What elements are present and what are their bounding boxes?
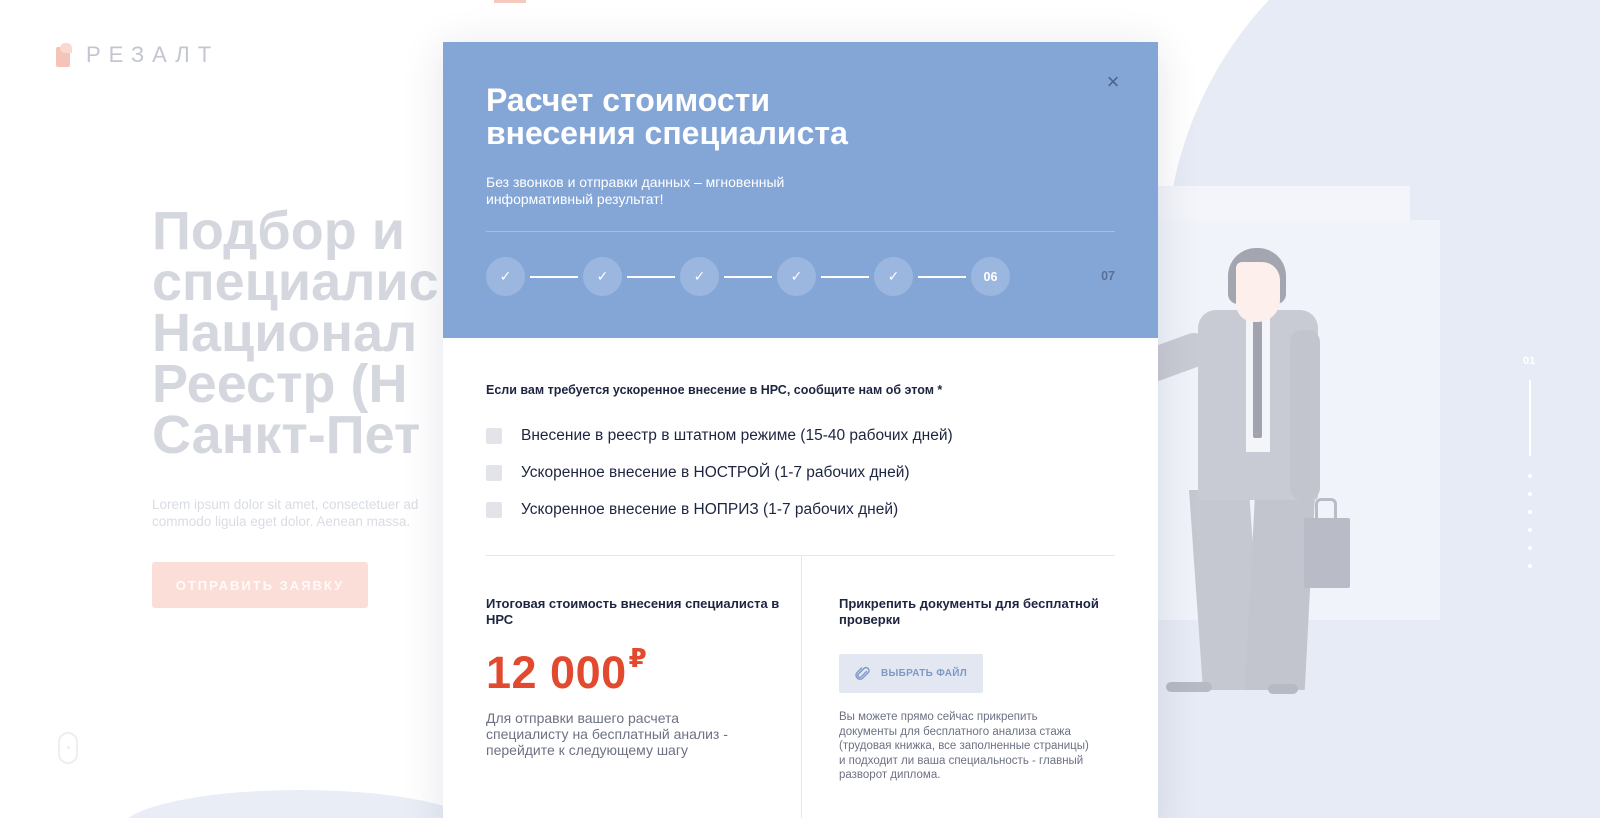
urgency-question: Если вам требуется ускоренное внесение в НРС, сообщите нам об этом * [486, 383, 943, 397]
step-2-done[interactable]: ✓ [583, 257, 622, 296]
hero-subtitle: Lorem ipsum dolor sit amet, consectetuer ad commodo ligula eget dolor. Aenean massa. [152, 497, 419, 529]
option-label: Ускоренное внесение в НОПРИЗ (1-7 рабочих дней) [521, 500, 899, 518]
checkbox[interactable] [486, 428, 502, 444]
modal-title: Расчет стоимости внесения специалиста [486, 82, 848, 151]
attach-documents-panel [801, 556, 1101, 783]
step-connector [918, 276, 966, 278]
step-4-done[interactable]: ✓ [777, 257, 816, 296]
hero-line: Реестр (Н [152, 354, 408, 414]
checkbox[interactable] [486, 465, 502, 481]
scroll-mouse-icon [58, 732, 78, 764]
businessman-illustration [1140, 240, 1400, 720]
choose-file-button[interactable] [839, 654, 983, 693]
hero-line: Национал [152, 303, 418, 363]
logo[interactable] [56, 42, 219, 68]
slide-dot[interactable] [1528, 564, 1532, 568]
hero-line: Подбор и [152, 201, 405, 261]
modal-subtitle: Без звонков и отправки данных – мгновенный информативный результат! [486, 174, 785, 207]
paperclip-icon [855, 666, 871, 682]
checkbox[interactable] [486, 502, 502, 518]
option-nostroy[interactable] [486, 454, 1115, 491]
option-standard[interactable] [486, 417, 1115, 454]
step-connector [821, 276, 869, 278]
modal-header [443, 42, 1158, 338]
choose-file-label: ВЫБРАТЬ ФАЙЛ [881, 668, 968, 679]
step-6-current[interactable]: 06 [971, 257, 1010, 296]
background-chip [494, 0, 526, 3]
step-3-done[interactable]: ✓ [680, 257, 719, 296]
phone-number[interactable]: 8 (800) 505-89-52 [1426, 48, 1544, 64]
hero-title [152, 201, 439, 465]
logo-icon [56, 43, 76, 67]
currency-symbol: ₽ [628, 643, 647, 673]
price [486, 643, 801, 698]
step-connector [724, 276, 772, 278]
step-progress [486, 257, 1010, 296]
close-icon[interactable]: × [1106, 69, 1120, 94]
cost-calculator-modal [443, 42, 1158, 818]
step-1-done[interactable]: ✓ [486, 257, 525, 296]
attach-note: Вы можете прямо сейчас прикрепить документы для бесплатного анализа стажа (трудовая книжка, все заполненные страницы) и подходит ли ваша специальность - главный разворот диплома. [839, 711, 1089, 781]
option-label: Внесение в реестр в штатном режиме (15-40 рабочих дней) [521, 426, 953, 444]
step-connector [530, 276, 578, 278]
urgency-options [486, 417, 1115, 528]
logo-text: РЕЗАЛТ [86, 42, 220, 67]
slide-dot[interactable] [1528, 528, 1532, 532]
price-value: 12 000 [486, 647, 627, 698]
total-cost-panel [486, 556, 801, 783]
slide-dot[interactable] [1528, 546, 1532, 550]
option-nopriz[interactable] [486, 491, 1115, 528]
step-connector [627, 276, 675, 278]
step-5-done[interactable]: ✓ [874, 257, 913, 296]
option-label: Ускоренное внесение в НОСТРОЙ (1-7 рабочих дней) [521, 463, 910, 481]
slide-progress-line [1529, 380, 1531, 456]
slide-number: 01 [1523, 355, 1536, 367]
send-request-button[interactable]: ОТПРАВИТЬ ЗАЯВКУ [152, 562, 368, 608]
slide-dot[interactable] [1528, 492, 1532, 496]
attach-title: Прикрепить документы для бесплатной проверки [839, 596, 1099, 627]
total-cost-title: Итоговая стоимость внесения специалиста в НРС [486, 596, 780, 627]
header-divider [486, 231, 1115, 232]
slide-dot[interactable] [1528, 510, 1532, 514]
price-note: Для отправки вашего расчета специалисту на бесплатный анализ - перейдите к следующему шагу [486, 710, 728, 758]
hero-line: специалис [152, 252, 439, 312]
background-wave [120, 790, 480, 818]
result-section [486, 556, 1115, 783]
column-divider [801, 556, 802, 818]
modal-body [443, 338, 1158, 783]
step-7-label: 07 [1101, 269, 1115, 283]
hero-line: Санкт-Пет [152, 405, 421, 465]
slide-dot[interactable] [1528, 474, 1532, 478]
